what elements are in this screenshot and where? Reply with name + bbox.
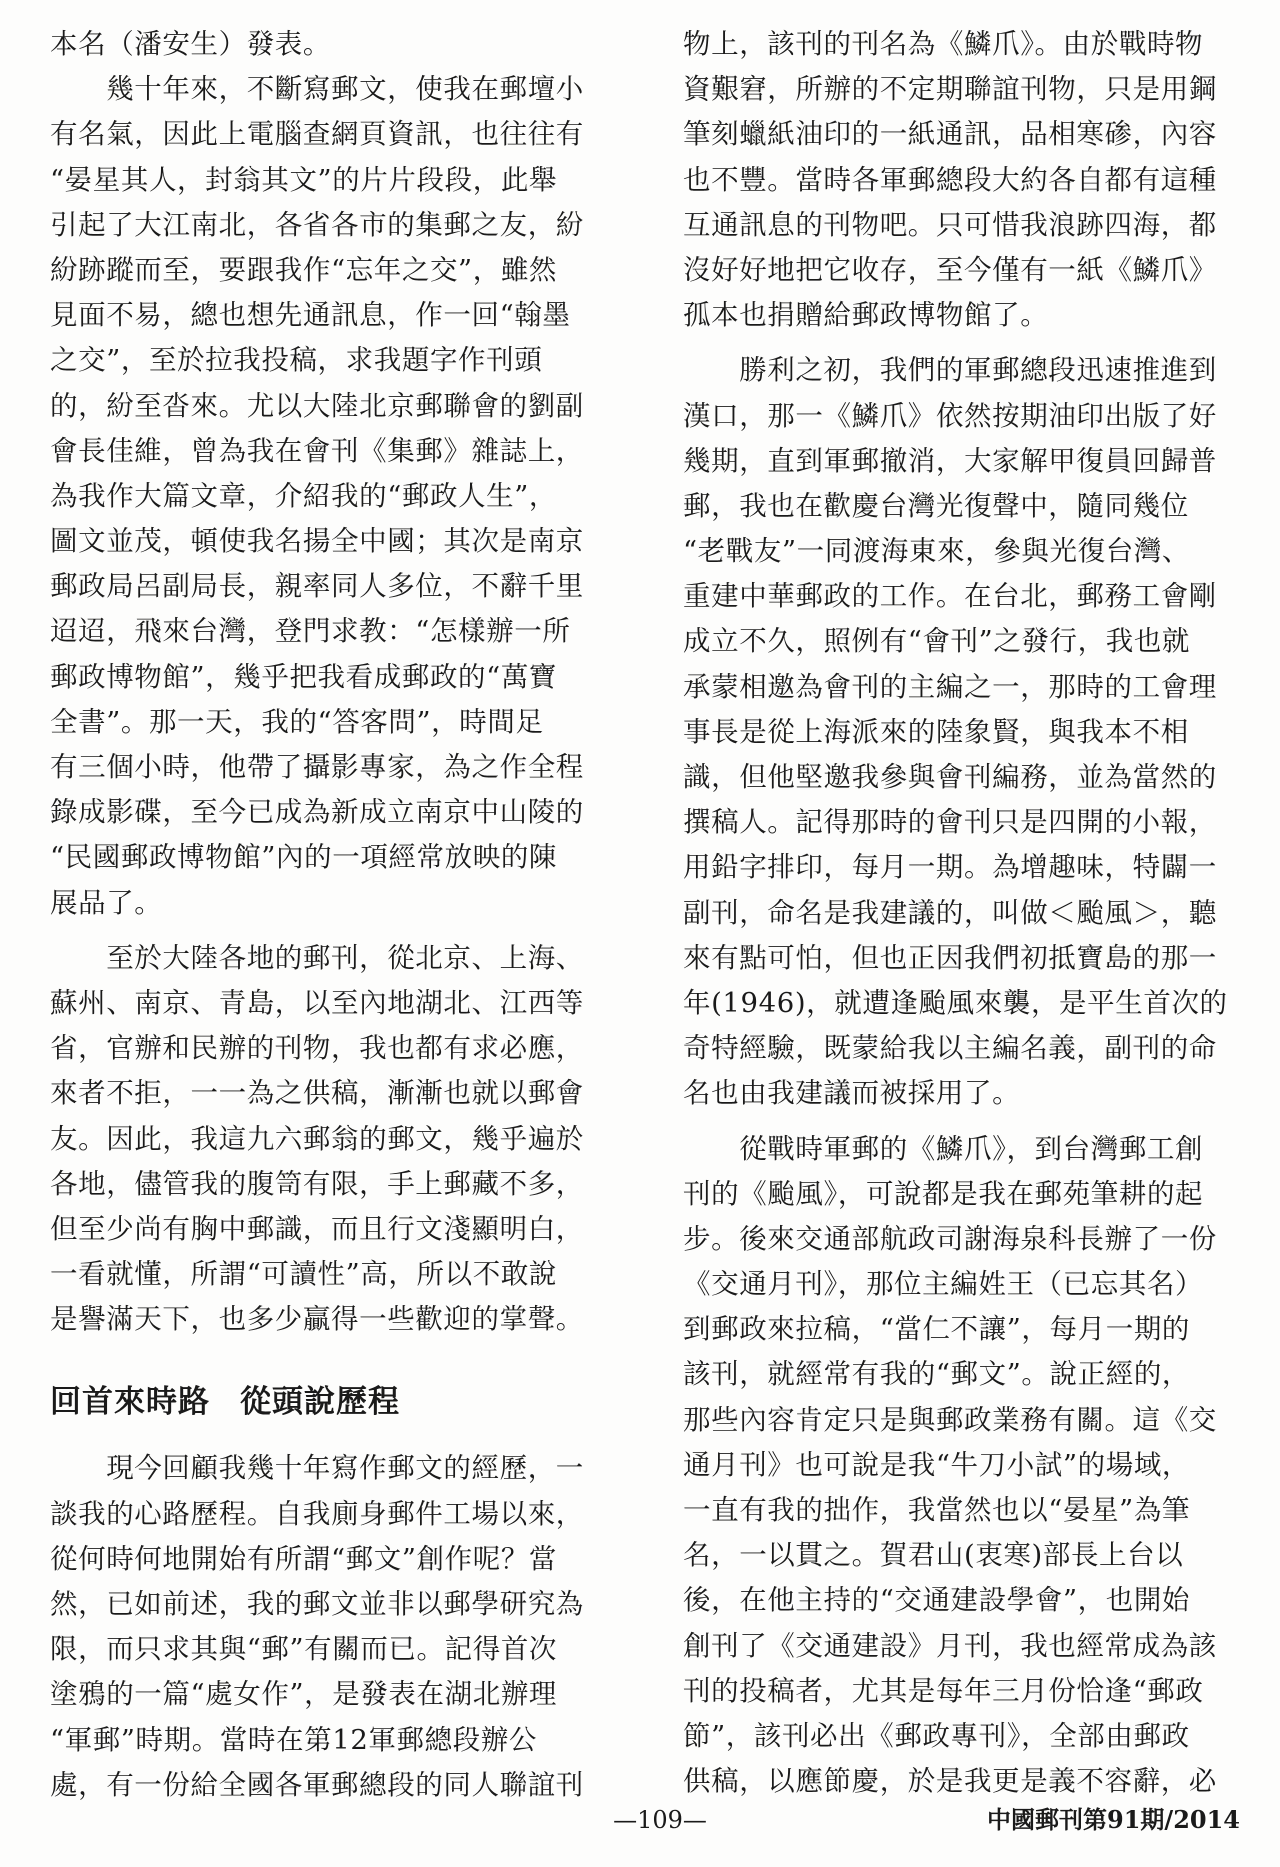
text-line: 互通訊息的刊物吧。只可惜我浪跡四海，都 — [683, 208, 1217, 241]
text-line: 來有點可怕，但也正因我們初抵寶島的那一 — [683, 941, 1217, 974]
left-column — [50, 22, 600, 1808]
text-line: 到郵政來拉稿，“當仁不讓”，每月一期的 — [683, 1313, 1191, 1346]
text-line: 《交通月刊》，那位主編姓王（已忘其名） — [683, 1268, 1204, 1301]
text-line: 刊的《颱風》，可說都是我在郵苑筆耕的起 — [683, 1177, 1204, 1210]
text-line: 談我的心路歷程。自我廁身郵件工場以來， — [50, 1497, 584, 1530]
text-line: 幾期，直到軍郵撤消，大家解甲復員回歸普 — [683, 444, 1217, 477]
text-line: 錄成影碟，至今已成為新成立南京中山陵的 — [50, 796, 584, 829]
text-line: 但至少尚有胸中郵識，而且行文淺顯明白， — [50, 1212, 584, 1245]
text-line: 從戰時軍郵的《鱗爪》，到台灣郵工創 — [683, 1132, 1204, 1165]
text-line: 刊的投稿者，尤其是每年三月份恰逢“郵政 — [683, 1674, 1204, 1707]
text-line: 塗鴉的一篇“處女作”，是發表在湖北辦理 — [50, 1678, 558, 1711]
page-number: —109— — [613, 1806, 707, 1834]
paragraph-0 — [50, 22, 600, 67]
text-line: 節”，該刊必出《郵政專刊》，全部由郵政 — [683, 1719, 1190, 1752]
paragraph-6 — [683, 1127, 1233, 1805]
text-line: 會長佳維，曾為我在會刊《集郵》雜誌上， — [50, 434, 584, 467]
text-line: 該刊，就經常有我的“郵文”。說正經的， — [683, 1358, 1191, 1391]
text-line: 一直有我的拙作，我當然也以“晏星”為筆 — [683, 1494, 1191, 1526]
text-line: 一看就懂，所謂“可讀性”高，所以不敢說 — [50, 1258, 558, 1291]
text-line: 副刊，命名是我建議的，叫做＜颱風＞，聽 — [683, 896, 1217, 929]
paragraph-2 — [50, 936, 600, 1343]
text-line: “軍郵”時期。當時在第12軍郵總段辦公 — [50, 1723, 538, 1756]
text-line: 限，而只求其與“郵”有關而已。記得首次 — [50, 1633, 558, 1666]
text-line: 資艱窘，所辦的不定期聯誼刊物，只是用鋼 — [683, 73, 1217, 106]
right-column — [683, 22, 1233, 1804]
text-line: 全書”。那一天，我的“答客問”，時間足 — [50, 705, 544, 738]
text-line: 為我作大篇文章，介紹我的“郵政人生”， — [50, 479, 558, 512]
text-line: 後，在他主持的“交通建設學會”，也開始 — [683, 1584, 1191, 1617]
text-line: 有三個小時，他帶了攝影專家，為之作全程 — [50, 751, 584, 783]
text-line: 迢迢，飛來台灣，登門求教：“怎樣辦一所 — [50, 615, 571, 648]
text-line: 展品了。 — [50, 886, 163, 919]
text-line: 撰稿人。記得那時的會刊只是四開的小報， — [683, 806, 1217, 839]
text-line: 圖文並茂，頓使我名揚全中國；其次是南京 — [50, 525, 584, 558]
text-line: 本名（潘安生）發表。 — [50, 28, 331, 60]
text-line: 省，官辦和民辦的刊物，我也都有求必應， — [50, 1032, 584, 1065]
text-line: 孤本也捐贈給郵政博物館了。 — [683, 299, 1049, 332]
text-line: 見面不易，總也想先通訊息，作一回“翰墨 — [50, 299, 571, 332]
text-line: 現今回顧我幾十年寫作郵文的經歷，一 — [50, 1452, 584, 1485]
text-line: 郵政局呂副局長，親率同人多位，不辭千里 — [50, 570, 584, 603]
text-line: 的，紛至沓來。尤以大陸北京郵聯會的劉副 — [50, 389, 584, 422]
text-line: 紛跡蹤而至，要跟我作“忘年之交”，雖然 — [50, 253, 558, 286]
text-line: 郵政博物館”，幾乎把我看成郵政的“萬寶 — [50, 660, 558, 693]
text-line: 識，但他堅邀我參與會刊編務，並為當然的 — [683, 761, 1217, 793]
text-line: 名也由我建議而被採用了。 — [683, 1077, 1021, 1110]
text-line: 蘇州、南京、青島，以至內地湖北、江西等 — [50, 986, 584, 1019]
text-line: 用鉛字排印，每月一期。為增趣味，特闢一 — [683, 851, 1217, 884]
text-line: 引起了大江南北，各省各市的集郵之友，紛 — [50, 208, 584, 241]
section-heading-part: 回首來時路 — [50, 1384, 210, 1421]
text-line: 也不豐。當時各軍郵總段大約各自都有這種 — [683, 163, 1217, 196]
text-line: 物上，該刊的刊名為《鱗爪》。由於戰時物 — [683, 28, 1204, 60]
text-line: 沒好好地把它收存，至今僅有一紙《鱗爪》 — [683, 253, 1217, 286]
text-line: 處，有一份給全國各軍郵總段的同人聯誼刊 — [50, 1768, 584, 1801]
text-line: 各地，儘管我的腹笥有限，手上郵藏不多， — [50, 1167, 584, 1200]
text-line: 友。因此，我這九六郵翁的郵文，幾乎遍於 — [50, 1122, 584, 1155]
text-line: 郵，我也在歡慶台灣光復聲中，隨同幾位 — [683, 489, 1189, 522]
paragraph-1 — [50, 67, 600, 926]
text-line: 有名氣，因此上電腦查網頁資訊，也往往有 — [50, 118, 584, 151]
text-line: 承蒙相邀為會刊的主編之一，那時的工會理 — [683, 670, 1217, 703]
text-line: “民國郵政博物館”內的一項經常放映的陳 — [50, 841, 558, 874]
text-line: 步。後來交通部航政司謝海泉科長辦了一份 — [683, 1222, 1217, 1255]
paragraph-5 — [683, 348, 1233, 1116]
text-line: 奇特經驗，既蒙給我以主編名義，副刊的命 — [683, 1032, 1217, 1065]
text-line: 從何時何地開始有所謂“郵文”創作呢？當 — [50, 1542, 558, 1575]
text-line: 名，一以貫之。賀君山(衷寒)部長上台以 — [683, 1539, 1184, 1572]
text-line: 事長是從上海派來的陸象賢，與我本不相 — [683, 715, 1189, 748]
journal-info: 中國郵刊第91期/2014 — [987, 1805, 1240, 1834]
text-line: 幾十年來，不斷寫郵文，使我在郵壇小 — [50, 73, 584, 106]
text-line: 然，已如前述，我的郵文並非以郵學研究為 — [50, 1588, 584, 1620]
text-line: 來者不拒，一一為之供稿，漸漸也就以郵會 — [50, 1077, 584, 1110]
text-line: 年(1946)，就遭逢颱風來襲，是平生首次的 — [683, 986, 1228, 1019]
paragraph-4 — [683, 22, 1233, 338]
text-line: 勝利之初，我們的軍郵總段迅速推進到 — [683, 354, 1217, 387]
text-line: 供稿，以應節慶，於是我更是義不容辭，必 — [683, 1765, 1217, 1798]
paragraph-3 — [50, 1446, 600, 1808]
section-heading-part: 從頭說歷程 — [240, 1384, 400, 1421]
text-line: 那些內容肯定只是與郵政業務有關。這《交 — [683, 1403, 1217, 1436]
text-line: 成立不久，照例有“會刊”之發行，我也就 — [683, 625, 1191, 658]
text-line: “老戰友”一同渡海東來，參與光復台灣、 — [683, 535, 1191, 568]
text-line: 至於大陸各地的郵刊，從北京、上海、 — [50, 941, 584, 974]
text-line: 漢口，那一《鱗爪》依然按期油印出版了好 — [683, 399, 1217, 432]
section-heading — [50, 1372, 600, 1432]
text-line: 筆刻蠟紙油印的一紙通訊，品相寒碜，內容 — [683, 118, 1217, 151]
text-line: “晏星其人，封翁其文”的片片段段，此舉 — [50, 163, 558, 196]
text-line: 之交”，至於拉我投稿，求我題字作刊頭 — [50, 344, 543, 377]
text-line: 通月刊》也可說是我“牛刀小試”的場域， — [683, 1448, 1191, 1481]
text-line: 是譽滿天下，也多少贏得一些歡迎的掌聲。 — [50, 1303, 584, 1336]
text-line: 創刊了《交通建設》月刊，我也經常成為該 — [683, 1629, 1217, 1662]
text-line: 重建中華郵政的工作。在台北，郵務工會剛 — [683, 580, 1217, 613]
